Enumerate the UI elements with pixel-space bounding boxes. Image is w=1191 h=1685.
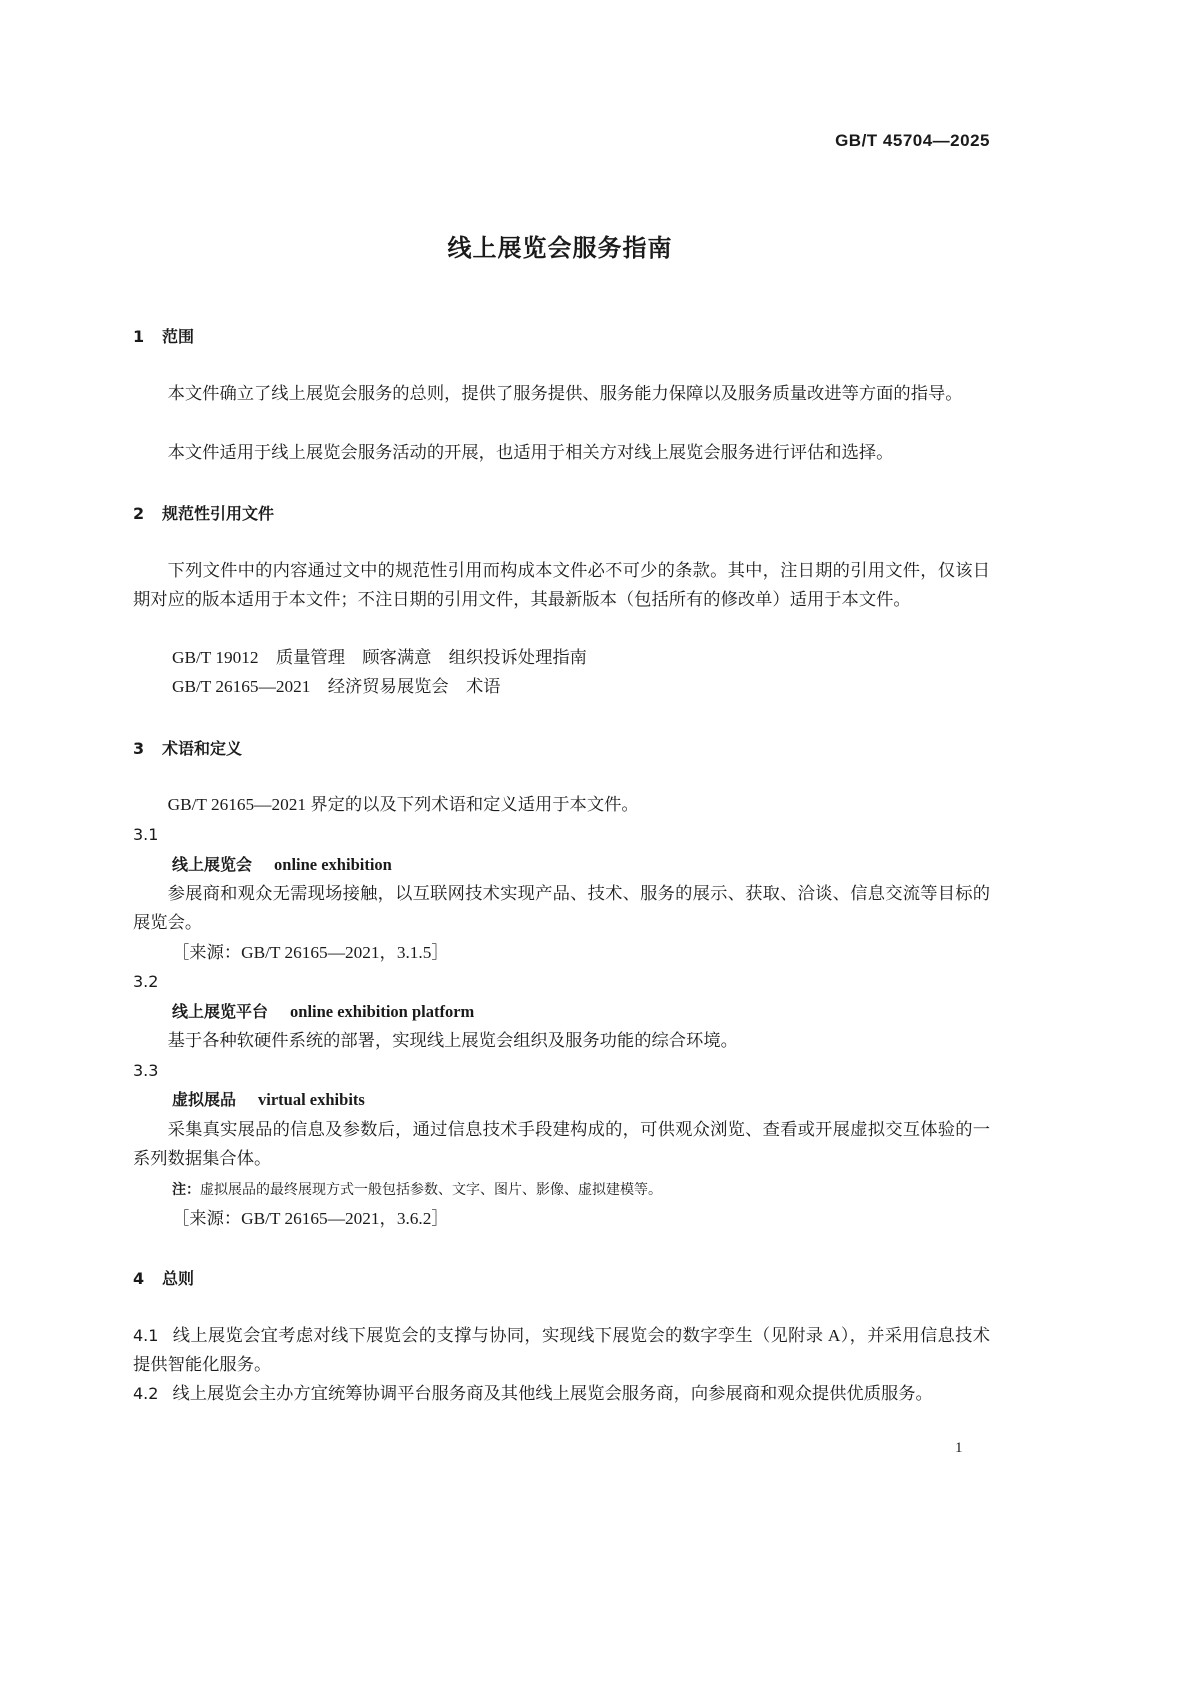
note-label: 注： xyxy=(172,1182,200,1198)
section-number: 2 xyxy=(133,504,145,523)
section-title: 范围 xyxy=(162,327,195,346)
paragraph: GB/T 26165—2021 界定的以及下列术语和定义适用于本文件。 xyxy=(167,795,639,814)
clause xyxy=(133,1379,990,1408)
term-heading xyxy=(172,850,392,879)
normative-reference: GB/T 26165—2021 经济贸易展览会 术语 xyxy=(172,677,501,696)
note-text: 虚拟展品的最终展现方式一般包括参数、文字、图片、影像、虚拟建模等。 xyxy=(200,1183,662,1198)
term-source: ［来源：GB/T 26165—2021，3.6.2］ xyxy=(172,1209,449,1228)
paragraph: 本文件确立了线上展览会服务的总则，提供了服务提供、服务能力保障以及服务质量改进等方面的指导。 xyxy=(167,384,963,403)
paragraph: 下列文件中的内容通过文中的规范性引用而构成本文件必不可少的条款。其中，注日期的引用文件，仅该日期对应的版本适用于本文件；不注日期的引用文件，其最新版本（包括所有的修改单）适用于本文件。 xyxy=(133,561,990,610)
term-heading xyxy=(172,997,474,1026)
clause xyxy=(133,1321,990,1380)
page-number: 1 xyxy=(955,1440,963,1456)
document-title: 线上展览会服务指南 xyxy=(447,234,673,262)
section-title: 总则 xyxy=(162,1269,195,1288)
term-number: 3.1 xyxy=(133,825,159,844)
term-number: 3.3 xyxy=(133,1061,159,1080)
term-en: online exhibition platform xyxy=(290,1002,475,1021)
section-title: 术语和定义 xyxy=(162,739,243,758)
term-en: virtual exhibits xyxy=(258,1090,365,1109)
section-heading-1 xyxy=(133,324,194,347)
term-heading xyxy=(172,1085,365,1114)
section-number: 3 xyxy=(133,739,145,758)
term-zh: 线上展览平台 xyxy=(172,1002,269,1021)
normative-reference: GB/T 19012 质量管理 顾客满意 组织投诉处理指南 xyxy=(172,648,587,667)
section-number: 1 xyxy=(133,327,145,346)
section-heading-4 xyxy=(133,1266,194,1289)
term-definition: 基于各种软硬件系统的部署，实现线上展览会组织及服务功能的综合环境。 xyxy=(167,1031,738,1050)
clause-number: 4.1 xyxy=(133,1326,159,1345)
section-title: 规范性引用文件 xyxy=(162,504,275,523)
clause-text: 线上展览会主办方宜统筹协调平台服务商及其他线上展览会服务商，向参展商和观众提供优质服务。 xyxy=(172,1384,933,1403)
term-source: ［来源：GB/T 26165—2021，3.1.5］ xyxy=(172,943,449,962)
clause-number: 4.2 xyxy=(133,1384,159,1403)
section-heading-2 xyxy=(133,501,274,524)
term-definition: 采集真实展品的信息及参数后，通过信息技术手段建构成的，可供观众浏览、查看或开展虚拟交互体验的一系列数据集合体。 xyxy=(133,1120,990,1169)
paragraph: 本文件适用于线上展览会服务活动的开展，也适用于相关方对线上展览会服务进行评估和选择。 xyxy=(167,443,894,462)
term-zh: 虚拟展品 xyxy=(172,1090,237,1109)
term-definition: 参展商和观众无需现场接触，以互联网技术实现产品、技术、服务的展示、获取、洽谈、信息交流等目标的展览会。 xyxy=(133,884,990,933)
term-en: online exhibition xyxy=(274,855,392,874)
term-number: 3.2 xyxy=(133,972,159,991)
section-heading-3 xyxy=(133,736,242,759)
standard-number: GB/T 45704—2025 xyxy=(835,131,990,150)
section-number: 4 xyxy=(133,1269,145,1288)
term-note xyxy=(172,1176,662,1205)
clause-text: 线上展览会宜考虑对线下展览会的支撑与协同，实现线下展览会的数字孪生（见附录 A），并采用信息技术提供智能化服务。 xyxy=(133,1326,990,1375)
term-zh: 线上展览会 xyxy=(172,855,253,874)
